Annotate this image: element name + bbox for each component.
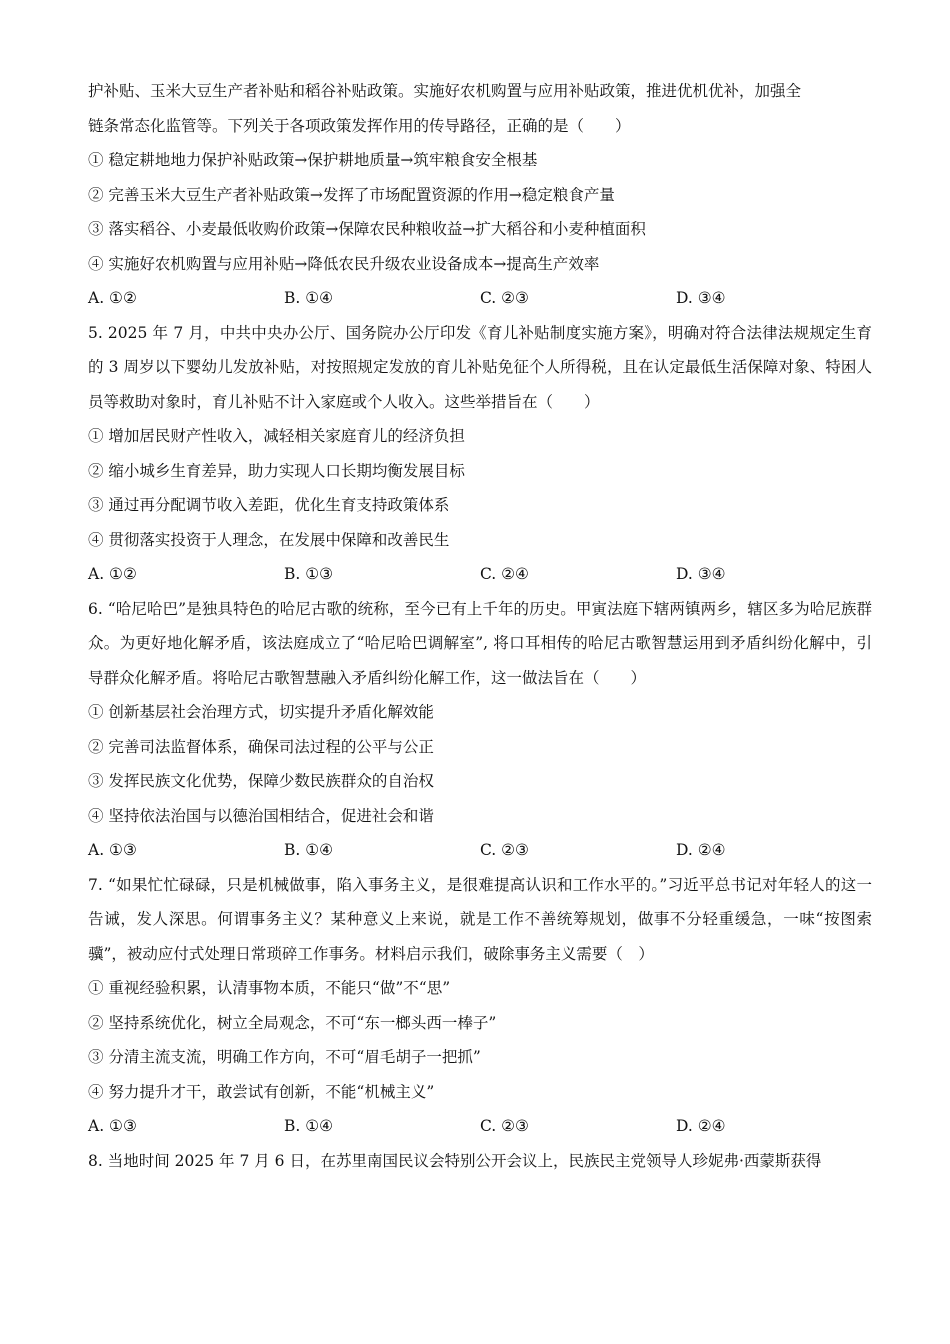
option-d: D. ③④ bbox=[676, 289, 726, 307]
option-c: C. ②③ bbox=[480, 289, 529, 307]
question-7-stem: 7. “如果忙忙碌碌，只是机械做事，陷入事务主义，是很难提高认识和工作水平的。”习近平总书记对年轻人的这一告诫，发人深思。何谓事务主义？某种意义上来说，就是工作不善统筹规划，做事不分轻重缓急，一味“按图索骥”，被动应付式处理日常琐碎工作事务。材料启示我们，破除事务主义需要（ ） bbox=[88, 875, 872, 963]
question-7-item: ② 坚持系统优化，树立全局观念，不可“东一榔头西一棒子” bbox=[88, 1013, 497, 1032]
question-7-item: ③ 分清主流支流，明确工作方向，不可“眉毛胡子一把抓” bbox=[88, 1048, 481, 1066]
question-6-item: ① 创新基层社会治理方式，切实提升矛盾化解效能 bbox=[88, 703, 434, 721]
question-5-stem: 5. 2025 年 7 月，中共中央办公厅、国务院办公厅印发《育儿补贴制度实施方案》，明确对符合法律法规规定生育的 3 周岁以下婴幼儿发放补贴，对按照规定发放的育儿补贴免征个人所得税，且在认定最低生活保障对象、特困人员等救助对象时，育儿补贴不计入家庭或个人收入。这些举措旨在（ ） bbox=[88, 323, 872, 411]
option-c: C. ②④ bbox=[480, 565, 529, 583]
question-4-options bbox=[88, 281, 872, 316]
question-5-item: ② 缩小城乡生育差异，助力实现人口长期均衡发展目标 bbox=[88, 461, 465, 480]
question-4-item: ① 稳定耕地地力保护补贴政策→保护耕地质量→筑牢粮食安全根基 bbox=[88, 151, 538, 169]
option-c: C. ②③ bbox=[480, 841, 529, 859]
question-5-options bbox=[88, 557, 872, 592]
question-4-stem-line: 链条常态化监管等。下列关于各项政策发挥作用的传导路径，正确的是（ ） bbox=[88, 116, 631, 135]
exam-page bbox=[88, 74, 872, 1178]
option-b: B. ①③ bbox=[284, 565, 334, 583]
question-4-stem-line: 护补贴、玉米大豆生产者补贴和稻谷补贴政策。实施好农机购置与应用补贴政策，推进优机优补，加强全 bbox=[88, 82, 802, 100]
question-6-options bbox=[88, 833, 872, 868]
question-6-item: ④ 坚持依法治国与以德治国相结合，促进社会和谐 bbox=[88, 806, 434, 825]
question-4 bbox=[88, 74, 872, 316]
question-7-item: ① 重视经验积累，认清事物本质，不能只“做”不“思” bbox=[88, 979, 451, 997]
question-5 bbox=[88, 316, 872, 592]
question-6-stem: 6. “哈尼哈巴”是独具特色的哈尼古歌的统称，至今已有上千年的历史。甲寅法庭下辖两镇两乡，辖区多为哈尼族群众。为更好地化解矛盾，该法庭成立了“哈尼哈巴调解室”, 将口耳相传的哈尼古歌智慧运用到矛盾纠纷化解中，引导群众化解矛盾。将哈尼古歌智慧融入矛盾纠纷化解工作，这一做法旨在（ ） bbox=[88, 599, 872, 687]
question-7-options bbox=[88, 1109, 872, 1144]
question-5-item: ① 增加居民财产性收入，减轻相关家庭育儿的经济负担 bbox=[88, 427, 465, 445]
option-b: B. ①④ bbox=[284, 289, 334, 307]
question-5-item: ③ 通过再分配调节收入差距，优化生育支持政策体系 bbox=[88, 496, 450, 514]
option-d: D. ②④ bbox=[676, 1117, 726, 1135]
question-4-item: ④ 实施好农机购置与应用补贴→降低农民升级农业设备成本→提高生产效率 bbox=[88, 254, 600, 273]
question-4-item: ③ 落实稻谷、小麦最低收购价政策→保障农民种粮收益→扩大稻谷和小麦种植面积 bbox=[88, 220, 646, 238]
question-4-item: ② 完善玉米大豆生产者补贴政策→发挥了市场配置资源的作用→稳定粮食产量 bbox=[88, 185, 615, 204]
question-8 bbox=[88, 1144, 872, 1179]
option-a: A. ①② bbox=[88, 565, 137, 583]
option-a: A. ①③ bbox=[88, 1117, 137, 1135]
option-d: D. ②④ bbox=[676, 841, 726, 859]
question-7 bbox=[88, 868, 872, 1144]
option-a: A. ①③ bbox=[88, 841, 137, 859]
option-b: B. ①④ bbox=[284, 841, 334, 859]
question-6-item: ② 完善司法监督体系，确保司法过程的公平与公正 bbox=[88, 737, 434, 756]
question-6 bbox=[88, 592, 872, 868]
question-7-item: ④ 努力提升才干，敢尝试有创新，不能“机械主义” bbox=[88, 1082, 435, 1101]
question-5-item: ④ 贯彻落实投资于人理念，在发展中保障和改善民生 bbox=[88, 530, 450, 549]
option-a: A. ①② bbox=[88, 289, 137, 307]
option-d: D. ③④ bbox=[676, 565, 726, 583]
question-6-item: ③ 发挥民族文化优势，保障少数民族群众的自治权 bbox=[88, 772, 434, 790]
option-c: C. ②③ bbox=[480, 1117, 529, 1135]
option-b: B. ①④ bbox=[284, 1117, 334, 1135]
question-8-stem: 8. 当地时间 2025 年 7 月 6 日，在苏里南国民议会特别公开会议上，民族民主党领导人珍妮弗·西蒙斯获得 bbox=[88, 1151, 822, 1170]
